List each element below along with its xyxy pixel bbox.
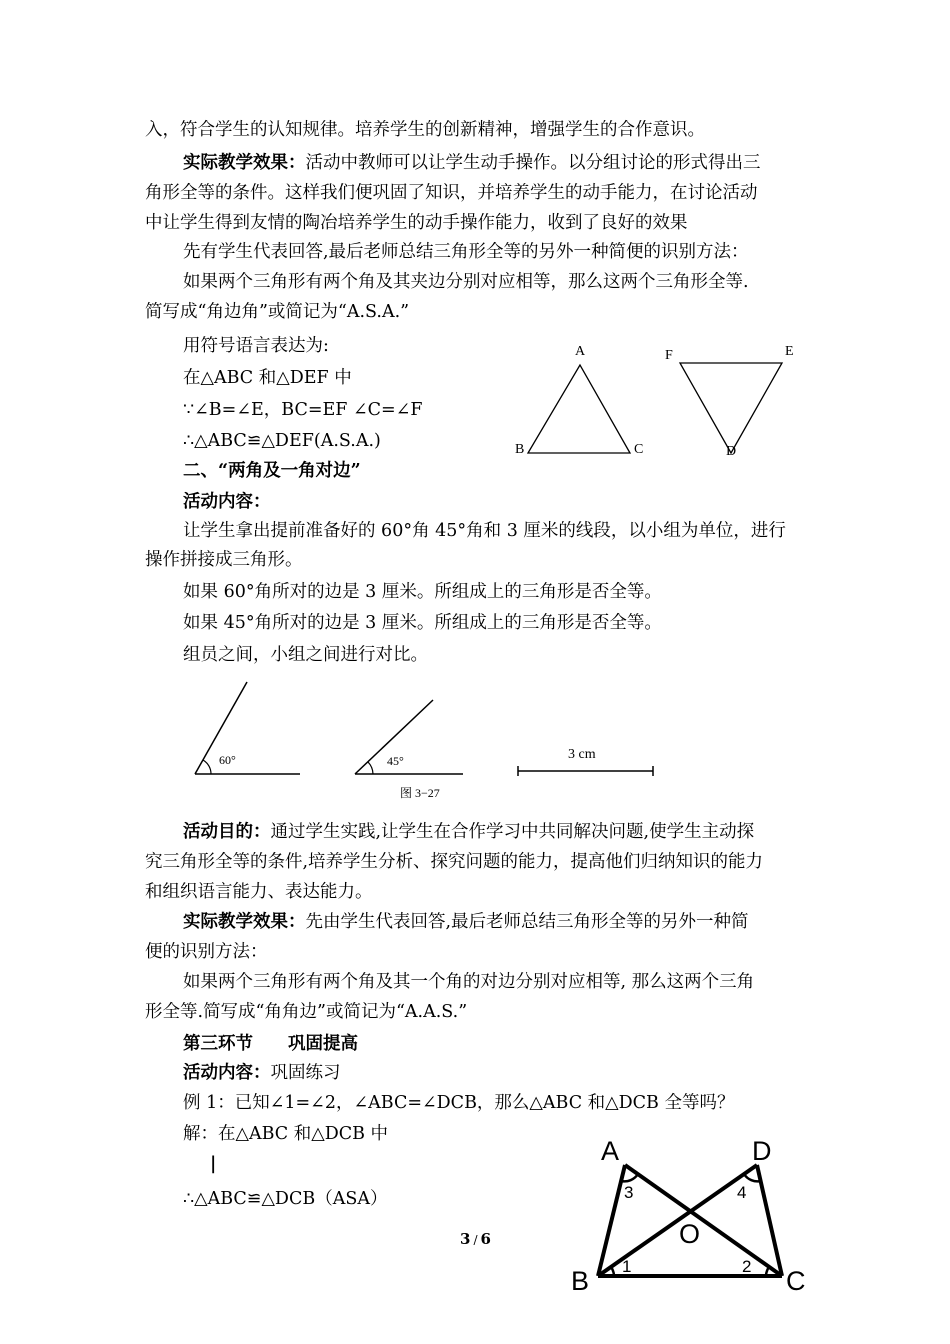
- label-d: D: [726, 444, 737, 459]
- paragraph-line: 如果两个三角形有两个角及其一个角的对边分别对应相等, 那么这两个三角: [183, 972, 755, 992]
- paragraph-line: ∴△ABC≌△DEF(A.S.A.): [183, 431, 381, 451]
- paragraph-line: 角形全等的条件。这样我们便巩固了知识，并培养学生的动手能力，在讨论活动: [145, 183, 758, 203]
- label-activity-purpose: 活动目的：: [183, 822, 271, 842]
- angle45-arc: [368, 762, 373, 774]
- paragraph-line: [183, 1061, 341, 1085]
- paragraph-text: 通过学生实践,让学生在合作学习中共同解决问题,使学生主动探: [270, 822, 755, 842]
- page-number: [460, 1230, 491, 1248]
- paragraph-line: 便的识别方法：: [145, 942, 268, 962]
- triangle-def: [680, 363, 782, 453]
- paragraph-line: 入，符合学生的认知规律。培养学生的创新精神，增强学生的合作意识。: [145, 120, 705, 140]
- label-f: F: [665, 348, 673, 363]
- paragraph-line: 让学生拿出提前准备好的 60°角 45°角和 3 厘米的线段，以小组为单位，进行: [183, 521, 786, 541]
- angle60-label: 60°: [219, 753, 236, 767]
- quadrilateral-figure: [565, 1130, 825, 1300]
- paragraph-line: ∴△ABC≌△DCB（ASA）: [183, 1189, 388, 1209]
- label-a: A: [575, 344, 586, 359]
- paragraph-line: 组员之间，小组之间进行对比。: [183, 645, 428, 665]
- paragraph-line: 如果 45°角所对的边是 3 厘米。所组成上的三角形是否全等。: [183, 613, 662, 633]
- paragraph-line: 用符号语言表达为:: [183, 336, 329, 356]
- page-current: 3: [460, 1230, 471, 1248]
- paragraph-line: 简写成“角边角”或简记为“A.S.A.”: [145, 302, 410, 322]
- page-separator: /: [473, 1233, 478, 1247]
- triangle-abc: [528, 365, 630, 453]
- label-o: O: [679, 1219, 701, 1249]
- angle1-label: 1: [622, 1257, 632, 1276]
- paragraph-line: 如果 60°角所对的边是 3 厘米。所组成上的三角形是否全等。: [183, 582, 662, 602]
- label-b: B: [571, 1266, 590, 1296]
- triangles-figure: [500, 335, 820, 465]
- label-a: A: [601, 1136, 620, 1166]
- label-c: C: [786, 1266, 806, 1296]
- paragraph-line: 和组织语言能力、表达能力。: [145, 882, 373, 902]
- label-activity-content: 活动内容：: [183, 492, 271, 512]
- label-teaching-effect: 实际教学效果：: [183, 153, 306, 173]
- angles-figure: [185, 675, 665, 805]
- paragraph-line: [183, 820, 754, 844]
- label-b: B: [515, 442, 525, 457]
- angle60-arc: [203, 760, 211, 774]
- paragraph-line: 究三角形全等的条件,培养学生分析、探究问题的能力，提高他们归纳知识的能力: [145, 852, 764, 872]
- segment-label: 3 cm: [568, 747, 596, 762]
- label-teaching-effect: 实际教学效果：: [183, 912, 306, 932]
- angle2-label: 2: [742, 1257, 752, 1276]
- paragraph-text: 巩固练习: [270, 1063, 341, 1083]
- angle4-label: 4: [737, 1183, 747, 1202]
- paragraph-text: 先由学生代表回答,最后老师总结三角形全等的另外一种简: [305, 912, 749, 932]
- figure-caption: 图 3−27: [400, 786, 440, 800]
- label-d: D: [752, 1136, 772, 1166]
- label-activity-content: 活动内容：: [183, 1063, 271, 1083]
- paragraph-line: 解：在△ABC 和△DCB 中: [183, 1124, 389, 1144]
- paragraph-line: 在△ABC 和△DEF 中: [183, 368, 352, 388]
- paragraph-line: [183, 910, 749, 934]
- paragraph-line: 如果两个三角形有两个角及其夹边分别对应相等，那么这两个三角形全等.: [183, 272, 749, 292]
- paragraph-text: 活动中教师可以让学生动手操作。以分组讨论的形式得出三: [305, 153, 761, 173]
- paragraph-line: 中让学生得到友情的陶冶培养学生的动手操作能力，收到了良好的效果: [145, 213, 688, 233]
- label-c: C: [634, 442, 644, 457]
- section-heading: 第三环节 巩固提高: [183, 1034, 358, 1054]
- section-heading: 二、“两角及一角对边”: [183, 461, 361, 481]
- paragraph-line: 操作拼接成三角形。: [145, 550, 303, 570]
- paragraph-line: ∵∠B=∠E，BC=EF ∠C=∠F: [183, 400, 423, 420]
- paragraph-line: 先有学生代表回答,最后老师总结三角形全等的另外一种简便的识别方法：: [183, 242, 749, 262]
- angle45-label: 45°: [387, 754, 404, 768]
- angle3-label: 3: [624, 1183, 634, 1202]
- paragraph-line: [183, 151, 761, 175]
- paragraph-line: 形全等.简写成“角角边”或简记为“A.A.S.”: [145, 1002, 468, 1022]
- page-total: 6: [480, 1230, 491, 1248]
- brace-mark: |: [210, 1154, 217, 1174]
- label-e: E: [785, 344, 794, 359]
- paragraph-line: 例 1：已知∠1=∠2，∠ABC=∠DCB，那么△ABC 和△DCB 全等吗？: [183, 1093, 735, 1113]
